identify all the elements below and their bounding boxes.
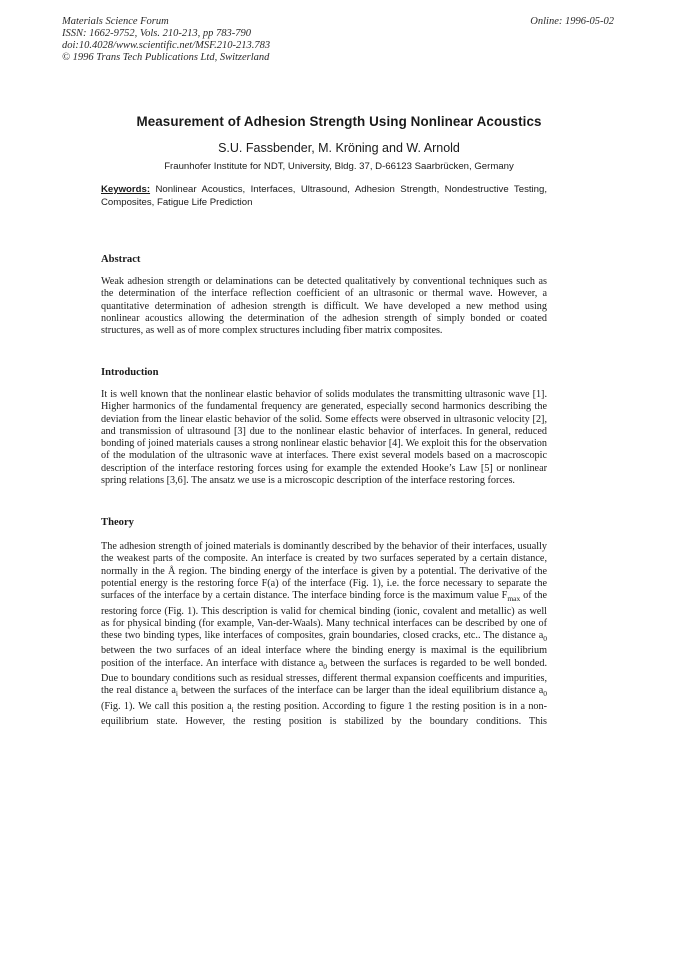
theory-text-part: between the surfaces of the interface can be larger than the ideal equilibrium distance a xyxy=(177,685,544,697)
ai-subscript: i xyxy=(175,689,178,699)
abstract-text: Weak adhesion strength or delaminations can be detected qualitatively by conventional techniques such as the determination of the interface reflection coefficient of an ultrasonic or thermal wave. However, a quantitative determination of adhesion strength is difficult. We have developed a new method using nonlinear acoustics allowing the determination of the adhesion strength of simply bonded or coated structures, as well as of more complex structures including fiber matrix composites. xyxy=(101,276,547,337)
abstract-heading: Abstract xyxy=(101,254,141,265)
theory-text-part: the resting position. According to figure 1 the resting position is in a non-equilibrium state. However, the resting position is stabilized by the boundary conditions. This xyxy=(101,700,548,728)
paper-title: Measurement of Adhesion Strength Using Nonlinear Acoustics xyxy=(136,114,542,129)
introduction-heading: Introduction xyxy=(101,367,159,378)
theory-text-part: The adhesion strength of joined materials is dominantly described by the behavior of their interfaces, usually the weakest parts of the composite. An interface is created by two surfaces seperated by a certain distance, normally in the Å region. The binding energy of the interface is given by a potential. The derivative of the potential energy is the restoring force F(a) of the interface (Fig. 1), i.e. the force necessary to separate the surfaces of the interface by a certain distance. The interface binding force is the maximum value F xyxy=(101,541,547,602)
journal-name: Materials Science Forum xyxy=(62,16,169,27)
theory-text-part: between the surfaces is regarded to be well bonded. Due to boundary conditions such as residual stresses, different thermal expansion coefficents and impurities, the real distance a xyxy=(101,657,547,697)
theory-heading: Theory xyxy=(101,517,134,528)
theory-text-part: of the restoring force (Fig. 1). This description is valid for chemical binding (ionic, covalent and metallic) as well as for physical binding (for example, Van-der-Waals). Many technical interfaces can be described by one of these two binding types, like interfaces of composites, grain boundaries, closed cracks, etc.. The distance a xyxy=(101,590,548,642)
theory-text-part: (Fig. 1). We call this position a xyxy=(101,700,232,712)
paper-affiliation: Fraunhofer Institute for NDT, University, Bldg. 37, D-66123 Saarbrücken, Germany xyxy=(164,161,514,172)
a0-subscript: 0 xyxy=(323,661,328,671)
a0-subscript: 0 xyxy=(543,634,547,644)
theory-text-part: between the two surfaces of an ideal interface where the binding energy is maximal is the equilibrium position of the interface. An interface with distance a xyxy=(101,645,547,669)
keywords-block xyxy=(101,184,547,209)
fmax-subscript: max xyxy=(507,594,521,604)
introduction-text: It is well known that the nonlinear elastic behavior of solids modulates the transmitting ultrasonic wave [1]. Higher harmonics of the fundamental frequency are generated, especially second harmonics describing the deviation from the linear elastic behavior of the solid. Some effects were observed in ultrasonic velocity [2], and transmission of ultrasound [3] due to the nonlinear elastic behavior of interfaces. In general, reduced bonding of joined materials causes a strong nonlinear elastic behavior [4]. We exploit this for the observation of the modulation of the ultrasonic wave at interfaces. There exist several models based on a macroscopic description of the interface restoring forces using for example the extended Hooke’s Law [5] or nonlinear spring relations [3,6]. The ansatz we use is a microscopic description of the interface restoring forces. xyxy=(101,389,547,487)
copyright-line: © 1996 Trans Tech Publications Ltd, Switzerland xyxy=(62,52,270,63)
theory-text xyxy=(101,541,547,728)
keywords-text: Nonlinear Acoustics, Interfaces, Ultrasound, Adhesion Strength, Nondestructive Testing, Composites, Fatigue Life Prediction xyxy=(101,184,547,208)
ai-subscript: i xyxy=(231,704,234,714)
journal-header xyxy=(62,16,270,64)
issn-line: ISSN: 1662-9752, Vols. 210-213, pp 783-790 xyxy=(62,28,251,39)
paper-authors: S.U. Fassbender, M. Kröning and W. Arnold xyxy=(218,141,460,155)
online-date: Online: 1996-05-02 xyxy=(530,16,614,27)
doi-link[interactable]: doi:10.4028/www.scientific.net/MSF.210-213.783 xyxy=(62,40,271,51)
keywords-label: Keywords: xyxy=(101,184,151,195)
a0-subscript: 0 xyxy=(543,689,547,699)
